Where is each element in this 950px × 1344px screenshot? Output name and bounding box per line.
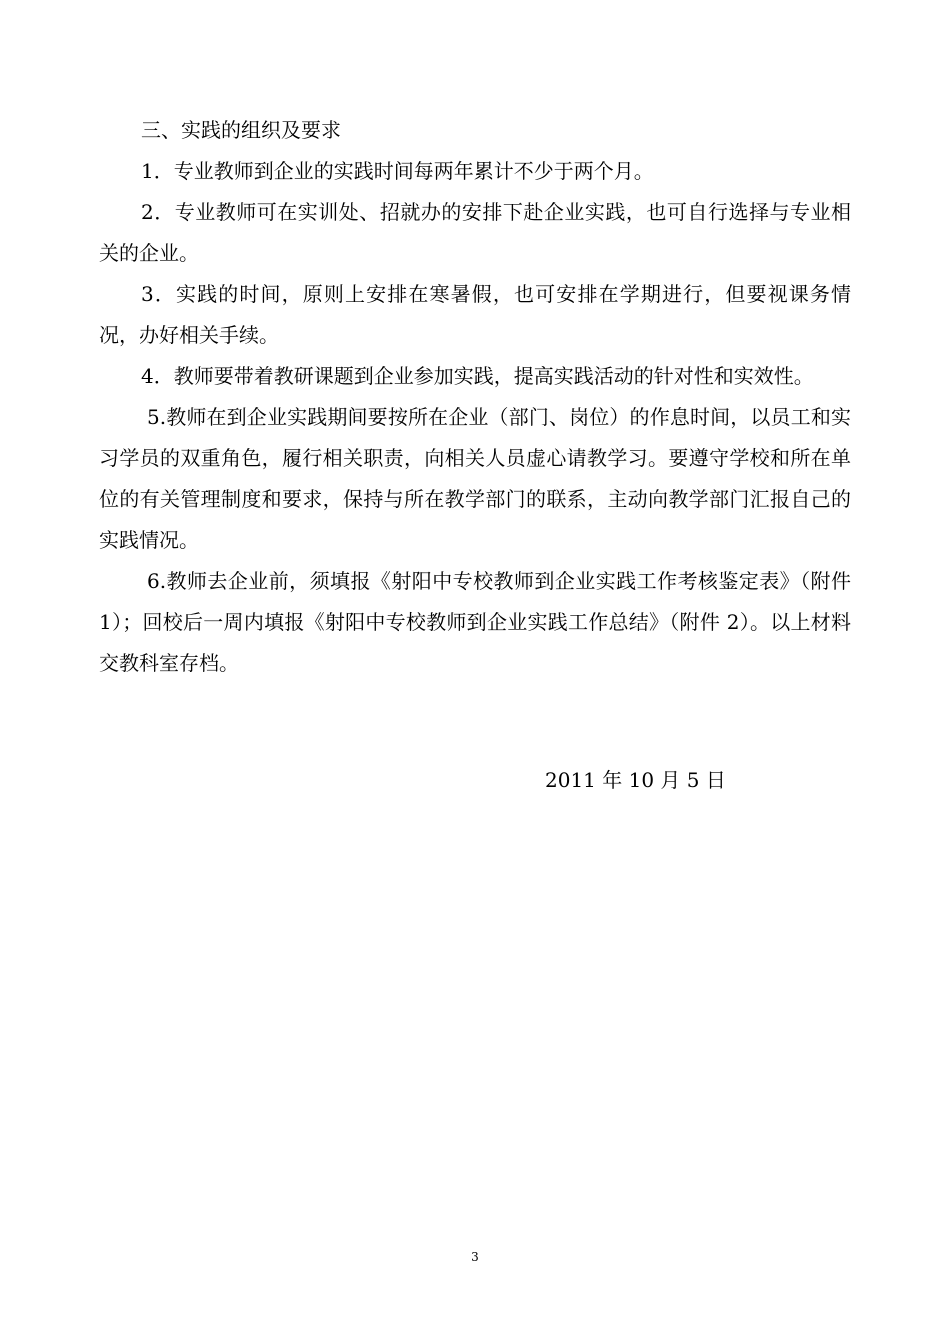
paragraph-item-4: 4．教师要带着教研课题到企业参加实践，提高实践活动的针对性和实效性。 bbox=[141, 364, 814, 388]
paragraph-item-5: 5.教师在到企业实践期间要按所在企业（部门、岗位）的作息时间，以员工和实习学员的双重角色，履行相关职责，向相关人员虚心请教学习。要遵守学校和所在单位的有关管理制度和要求，保持与所在教学部门的联系，主动向教学部门汇报自己的实践情况。 bbox=[99, 405, 851, 552]
page-number: 3 bbox=[471, 1250, 479, 1264]
section-heading: 三、实践的组织及要求 bbox=[141, 118, 341, 142]
document-date: 2011 年 10 月 5 日 bbox=[545, 768, 726, 792]
document-body bbox=[99, 110, 851, 684]
paragraph-item-6: 6.教师去企业前，须填报《射阳中专校教师到企业实践工作考核鉴定表》（附件 1）；回校后一周内填报《射阳中专校教师到企业实践工作总结》（附件 2）。以上材料交教科室存档。 bbox=[99, 569, 851, 675]
paragraph-item-3: 3．实践的时间，原则上安排在寒暑假，也可安排在学期进行，但要视课务情况，办好相关手续。 bbox=[99, 282, 851, 347]
paragraph-item-1: 1．专业教师到企业的实践时间每两年累计不少于两个月。 bbox=[141, 159, 654, 183]
paragraph-item-2: 2．专业教师可在实训处、招就办的安排下赴企业实践，也可自行选择与专业相关的企业。 bbox=[99, 200, 851, 265]
